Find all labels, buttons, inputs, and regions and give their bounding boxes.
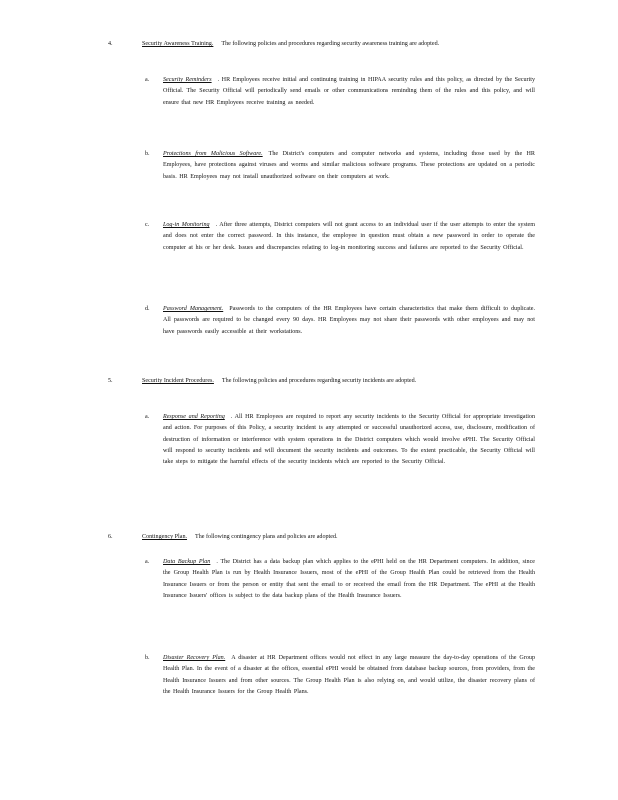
item-body: . The District has a data backup plan which applies to the ePHI held on the HR Department computers. In addition, since the Group Health Plan is run by Health Insurance Issuers, most of the ePHI of the Group Health Plan could be retrieved from the Health Insurance Issuers or from the person or entity that sent the email to or received the email from the HR Department. The ePHI at the Health Insurance Issuers' offices is subject to the data backup plans of the Health Insurance Issuers. [163, 559, 535, 599]
section-intro: The following policies and procedures regarding security incidents are adopted. [221, 378, 417, 384]
section-heading [142, 376, 518, 387]
item-title: Data Backup Plan [163, 559, 211, 565]
item-paragraph [163, 304, 535, 338]
item-body: The District's computers and computer networks and systems, including those used by the HR Employees, have protections against viruses and worms and similar malicious software programs. These protections are updated on a periodic basis. HR Employees may not install unauthorized software on their computers at work. [163, 151, 535, 180]
item-title: Protections from Malicious Software. [163, 151, 263, 157]
item-body: . HR Employees receive initial and continuing training in HIPAA security rules and this policy, as directed by the Security Official. The Security Official will periodically send emails or other communications reminding them of the rules and this policy, and will ensure that new HR Employees receive training as needed. [163, 77, 535, 106]
item-title: Response and Reporting [163, 414, 225, 420]
item-body: A disaster at HR Department offices would not effect in any large measure the day-to-day operations of the Group Health Plan. In the event of a disaster at the offices, essential ePHI would be obtained from database backup sources, from providers, from the Health Insurance Issuers and from other sources. The Group Health Plan is also relying on, and would utilize, the disaster recovery plans of the Health Insurance Issuers for the Group Health Plans. [163, 655, 535, 695]
item-title: Password Management. [163, 306, 224, 312]
item-letter: c. [145, 222, 150, 228]
item-paragraph [163, 557, 535, 602]
item-title: Log-in Monitoring [163, 222, 210, 228]
section-heading [142, 532, 518, 543]
item-paragraph [163, 653, 535, 698]
item-title: Security Reminders [163, 77, 212, 83]
item-letter: b. [145, 655, 150, 661]
item-paragraph [163, 75, 535, 109]
item-body: Passwords to the computers of the HR Employees have certain characteristics that make them difficult to duplicate. All passwords are required to be changed every 90 days. HR Employees may not share their passwords with other employees and may not have passwords easily accessible at their workstations. [163, 306, 535, 335]
section-title: Security Incident Procedures. [142, 378, 214, 384]
section-title: Security Awareness Training. [142, 41, 214, 47]
section-number: 6. [108, 534, 113, 540]
section-intro: The following policies and procedures regarding security awareness training are adopted. [221, 41, 440, 47]
section-intro: The following contingency plans and policies are adopted. [195, 534, 338, 540]
item-paragraph [163, 220, 535, 254]
item-body: . After three attempts, District computers will not grant access to an individual user if the user attempts to enter the system and does not enter the correct password. In this instance, the employee in question must obtain a new password in order to operate the computer at his or her desk. Issues and discrepancies relating to log-in monitoring success and failures are reported to the Security Official. [163, 222, 535, 251]
item-letter: a. [145, 77, 150, 83]
item-paragraph [163, 412, 535, 468]
section-title: Contingency Plan. [142, 534, 188, 540]
section-number: 4. [108, 41, 113, 47]
item-letter: a. [145, 414, 150, 420]
section-heading [142, 39, 518, 50]
section-number: 5. [108, 378, 113, 384]
item-body: . All HR Employees are required to report any security incidents to the Security Official for appropriate investigation and action. For purposes of this Policy, a security incident is any attempted or successful unauthorized access, use, disclosure, modification of destruction of information or interference with system operations in the District computers which would involve ePHI. The Security Official will respond to security incidents and will document the security incidents and outcomes. To the extent practicable, the Security Official will take steps to mitigate the harmful effects of the security incidents which are reported to the Security Official. [163, 414, 535, 466]
item-letter: d. [145, 306, 150, 312]
item-title: Disaster Recovery Plan. [163, 655, 226, 661]
item-letter: a. [145, 559, 150, 565]
item-letter: b. [145, 151, 150, 157]
item-paragraph [163, 149, 535, 183]
